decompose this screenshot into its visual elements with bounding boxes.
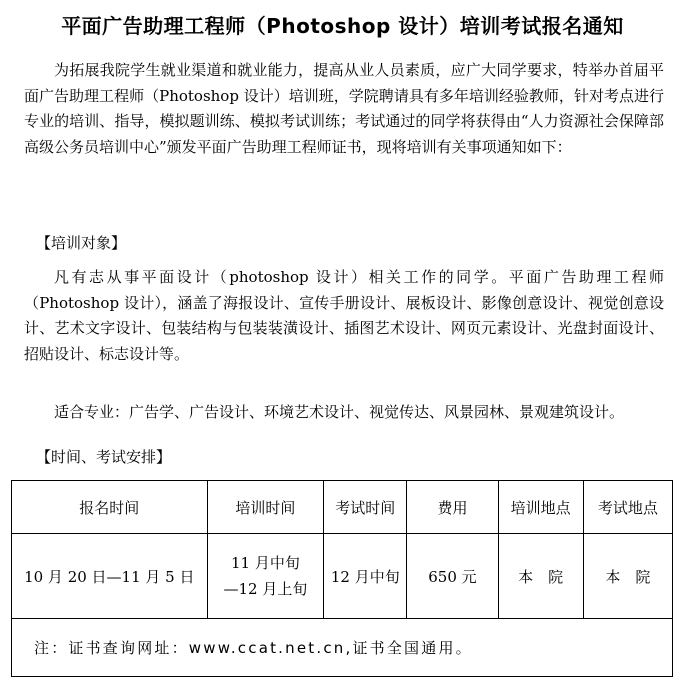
- table-row: [12, 534, 673, 619]
- cell-training-place: 本 院: [498, 534, 583, 619]
- cell-exam-time: 12 月中旬: [324, 534, 407, 619]
- cell-fee: 650 元: [407, 534, 498, 619]
- table-header-row: [12, 481, 673, 534]
- training-target-paragraph: 凡有志从事平面设计（photoshop 设计）相关工作的同学。平面广告助理工程师（Photoshop 设计），涵盖了海报设计、宣传手册设计、展板设计、影像创意设计、视觉创意设计、艺术文字设计、包装结构与包装装潢设计、插图艺术设计、网页元素设计、光盘封面设计、招贴设计、标志设计等。: [24, 268, 664, 363]
- intro-paragraph: 为拓展我院学生就业渠道和就业能力，提高从业人员素质，应广大同学要求，特举办首届平面广告助理工程师（Photoshop 设计）培训班，学院聘请具有多年培训经验教师，针对考点进行专业的培训、指导，模拟题训练、模拟考试训练；考试通过的同学将获得由“人力资源社会保障部高级公务员培训中心”颁发平面广告助理工程师证书，现将培训有关事项通知如下：: [24, 61, 664, 156]
- training-time-line2: —12 月上旬: [223, 580, 308, 598]
- suitable-majors-paragraph: 适合专业：广告学、广告设计、环境艺术设计、视觉传达、风景园林、景观建筑设计。: [54, 403, 625, 421]
- schedule-heading: 【时间、考试安排】: [36, 448, 172, 466]
- header-exam-place: 考试地点: [583, 481, 672, 534]
- header-fee: 费用: [407, 481, 498, 534]
- header-signup-time: 报名时间: [12, 481, 208, 534]
- cell-training-time: [207, 534, 324, 619]
- training-time-line1: 11 月中旬: [230, 554, 300, 572]
- schedule-table: [11, 480, 673, 677]
- header-training-place: 培训地点: [498, 481, 583, 534]
- header-exam-time: 考试时间: [324, 481, 407, 534]
- header-training-time: 培训时间: [207, 481, 324, 534]
- cell-exam-place: 本 院: [583, 534, 672, 619]
- cell-signup-time: 10 月 20 日—11 月 5 日: [12, 534, 208, 619]
- certificate-note: 注：证书查询网址：www.ccat.net.cn,证书全国通用。: [12, 619, 673, 677]
- table-note-row: [12, 619, 673, 677]
- training-target-heading: 【培训对象】: [36, 234, 127, 252]
- page-title: 平面广告助理工程师（Photoshop 设计）培训考试报名通知: [61, 14, 624, 38]
